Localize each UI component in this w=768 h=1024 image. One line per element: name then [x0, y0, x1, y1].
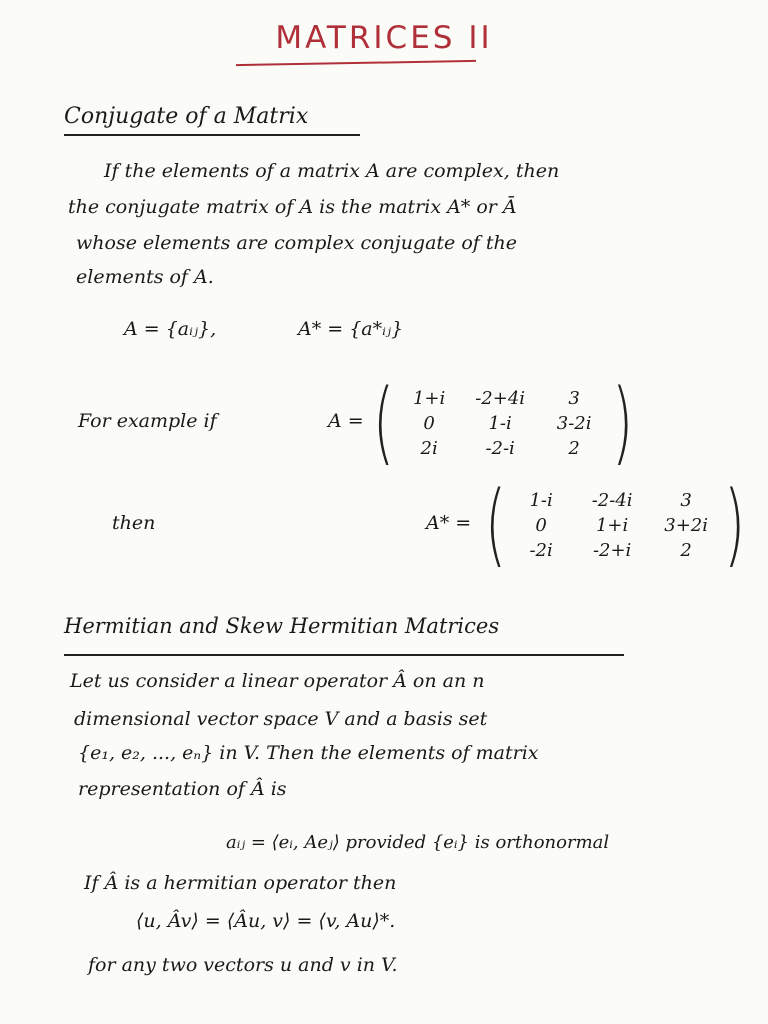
matrix-cell: 2i [420, 437, 438, 459]
matrix-cell: 0 [535, 514, 547, 536]
heading-underline [64, 654, 624, 656]
text-line: Let us consider a linear operator Â on an n [70, 670, 485, 692]
matrix-a-star-grid [513, 490, 717, 561]
text-line: the conjugate matrix of A is the matrix A* or Ā [68, 196, 517, 218]
definition-a-star: A* = {a*ᵢⱼ} [298, 318, 404, 340]
right-paren: ) [724, 472, 746, 577]
matrix-cell: -2-4i [591, 489, 633, 511]
matrix-cell: 3 [568, 387, 580, 409]
left-paren: ( [373, 370, 395, 475]
right-paren: ) [612, 370, 634, 475]
matrix-cell: -2-i [485, 437, 515, 459]
text-line: If the elements of a matrix A are complex, then [104, 160, 560, 182]
matrix-cell: -2i [529, 539, 553, 561]
section-heading-hermitian: Hermitian and Skew Hermitian Matrices [64, 614, 500, 638]
matrix-cell: -2+i [592, 539, 632, 561]
text-line: elements of A. [76, 266, 214, 288]
text-line: representation of Â is [78, 778, 287, 800]
matrix-a-star-label: A* = [426, 512, 472, 534]
hermitian-equation: ⟨u, Âv⟩ = ⟨Âu, v⟩ = ⟨v, Au⟩*. [136, 910, 396, 932]
page-title: MATRICES II [275, 20, 493, 56]
matrix-a-grid [401, 388, 605, 459]
matrix-cell: 3 [680, 489, 692, 511]
matrix-cell: 1+i [595, 514, 629, 536]
matrix-a-star [478, 472, 752, 577]
then-label: then [112, 512, 156, 534]
text-line: If Â is a hermitian operator then [84, 872, 397, 894]
text-line: dimensional vector space V and a basis set [74, 708, 488, 730]
text-line: whose elements are complex conjugate of the [76, 232, 517, 254]
matrix-cell: 1-i [529, 489, 553, 511]
matrix-a-label: A = [328, 410, 364, 432]
matrix-cell: 3+2i [664, 514, 708, 536]
matrix-element-equation: aᵢⱼ = ⟨eᵢ, Aeⱼ⟩ provided {eᵢ} is orthonormal [226, 832, 610, 853]
matrix-cell: -2+4i [475, 387, 526, 409]
text-line: for any two vectors u and v in V. [88, 954, 398, 976]
text-line: {e₁, e₂, ..., eₙ} in V. Then the elements of matrix [78, 742, 539, 764]
matrix-cell: 0 [423, 412, 435, 434]
section-heading-conjugate: Conjugate of a Matrix [64, 104, 309, 129]
example-label: For example if [78, 410, 217, 432]
matrix-cell: 1-i [488, 412, 512, 434]
definition-a: A = {aᵢⱼ}, [124, 318, 217, 340]
title-underline [236, 60, 476, 66]
heading-underline [64, 134, 360, 136]
matrix-a [366, 370, 640, 475]
left-paren: ( [485, 472, 507, 577]
matrix-cell: 1+i [412, 387, 446, 409]
matrix-cell: 2 [568, 437, 580, 459]
matrix-cell: 3-2i [556, 412, 592, 434]
matrix-cell: 2 [680, 539, 692, 561]
